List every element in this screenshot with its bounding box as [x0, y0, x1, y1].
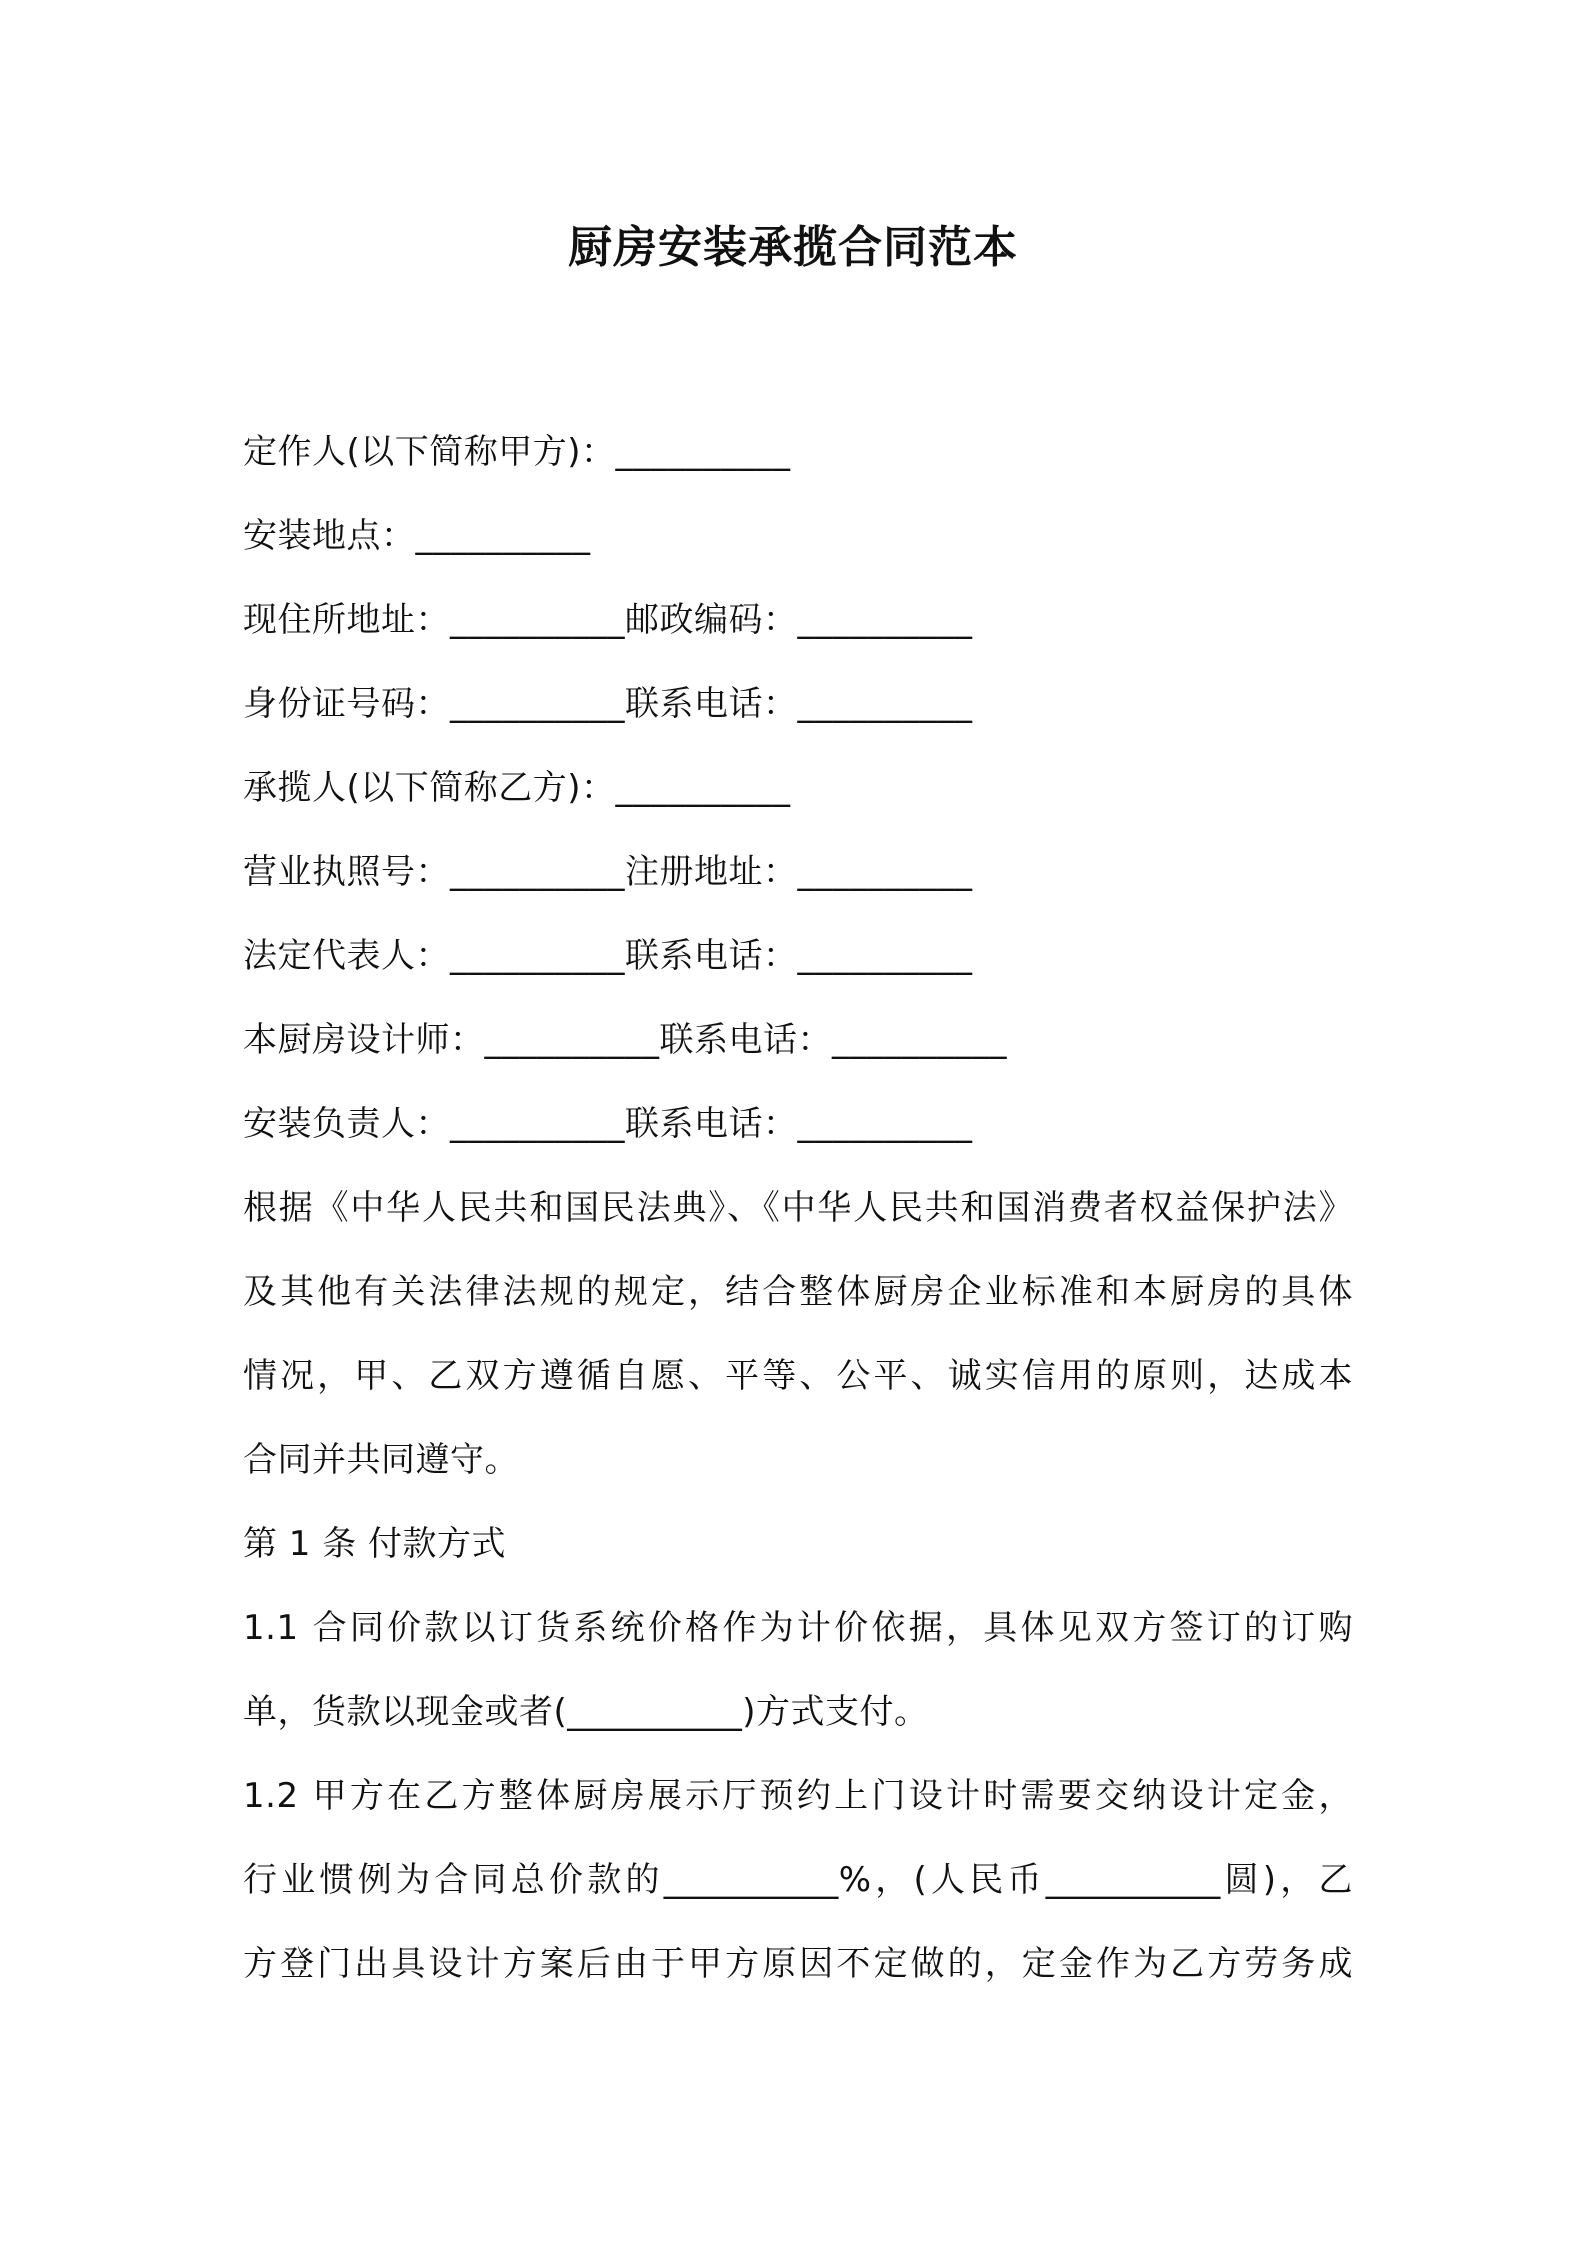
- legal-rep-phone-line: 法定代表人：__________联系电话：__________: [243, 936, 973, 976]
- article-1-heading: 第 1 条 付款方式: [243, 1524, 507, 1564]
- clause-1-2-line: 1.2 甲方在乙方整体厨房展示厅预约上门设计时需要交纳设计定金，: [243, 1776, 1353, 1816]
- intro-paragraph-line: 情况，甲、乙双方遵循自愿、平等、公平、诚实信用的原则，达成本: [243, 1356, 1353, 1396]
- intro-paragraph-line: 合同并共同遵守。: [243, 1440, 519, 1480]
- intro-paragraph-line: 根据《中华人民共和国民法典》、《中华人民共和国消费者权益保护法》: [243, 1188, 1353, 1228]
- clause-1-2: [243, 1754, 1353, 2006]
- designer-phone-line: 本厨房设计师：__________联系电话：__________: [243, 1020, 1007, 1060]
- id-phone-line: 身份证号码：__________联系电话：__________: [243, 684, 973, 724]
- party-a-line: 定作人(以下简称甲方)：__________: [243, 432, 791, 472]
- clause-1-2-line: 行业惯例为合同总价款的__________%，(人民币__________圆)，乙: [243, 1860, 1353, 1900]
- intro-paragraph-line: 及其他有关法律法规的规定，结合整体厨房企业标准和本厨房的具体: [243, 1272, 1353, 1312]
- document-title: 厨房安装承揽合同范本: [568, 222, 1018, 273]
- clause-1-1: [243, 1586, 1353, 1754]
- installer-phone-line: 安装负责人：__________联系电话：__________: [243, 1104, 973, 1144]
- party-b-line: 承揽人(以下简称乙方)：__________: [243, 768, 791, 808]
- address-postcode-line: 现住所地址：__________邮政编码：__________: [243, 600, 973, 640]
- clause-1-2-line: 方登门出具设计方案后由于甲方原因不定做的，定金作为乙方劳务成: [243, 1944, 1353, 1984]
- clause-1-1-line: 1.1 合同价款以订货系统价格作为计价依据，具体见双方签订的订购: [243, 1608, 1353, 1648]
- license-address-line: 营业执照号：__________注册地址：__________: [243, 852, 973, 892]
- install-location-line: 安装地点：__________: [243, 516, 591, 556]
- intro-paragraph: [243, 1166, 1353, 1502]
- document-body: [243, 410, 1353, 2006]
- clause-1-1-line: 单，货款以现金或者(__________)方式支付。: [243, 1692, 929, 1732]
